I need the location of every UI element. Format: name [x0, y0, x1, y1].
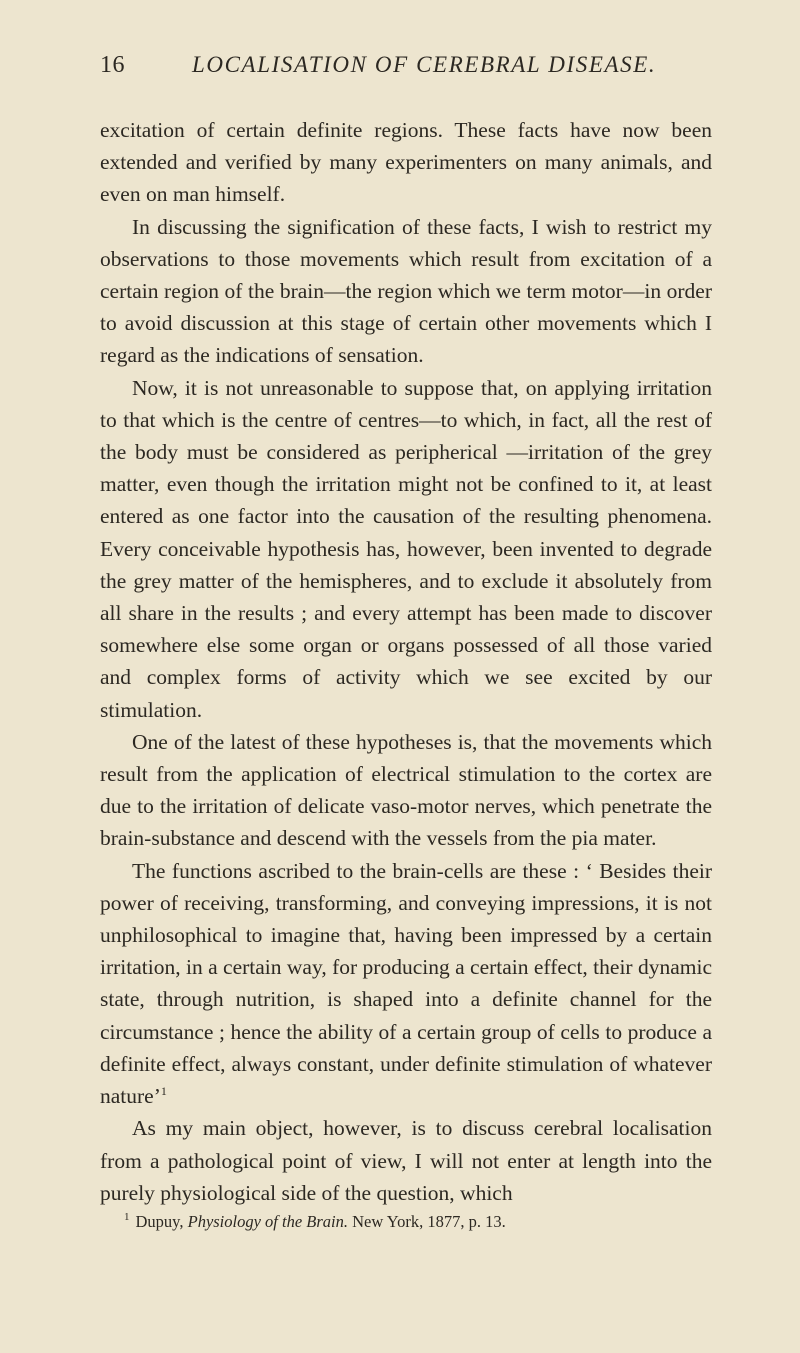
paragraph-1: excitation of certain definite regions. These facts have now been extended and verified by many experimenters on many animals, and even on man himself.: [100, 118, 712, 207]
footnote-publication: New York, 1877, p. 13.: [352, 1211, 506, 1231]
footnote-reference: 1: [160, 1083, 167, 1098]
paragraph-3: Now, it is not unreasonable to suppose that, on applying irritation to that which is the centre of centres—to which, in fact, all the rest of the body must be considered as peripherical —irritation of the grey matter, even though the irritation might not be confined to it, at least entered as one factor into the causation of the resulting phenomena. Every conceivable hypothesis has, however, been invented to degrade the grey matter of the hemispheres, and to exclude it absolutely from all share in the results ; and every attempt has been made to discover somewhere else some organ or organs possessed of all those varied and complex forms of activity which we see excited by our stimulation.: [100, 375, 712, 722]
paragraph-2: In discussing the signification of these facts, I wish to restrict my observations to those movements which result from excitation of a certain region of the brain—the region which we term motor—in order to avoid discussion at this stage of certain other movements which I regard as the indications of sensation.: [100, 214, 712, 368]
running-head: [100, 52, 720, 86]
footnote-mark: 1: [124, 1211, 130, 1224]
body-text: [100, 114, 712, 1233]
paragraph-5: [100, 855, 712, 1113]
page-number: 16: [100, 52, 125, 78]
footnote-author: Dupuy,: [135, 1211, 184, 1231]
paragraph-6: As my main object, however, is to discuss cerebral localisation from a pathological point of view, I will not enter at length into the purely physiological side of the question, which: [100, 1116, 712, 1205]
footnote-title: Physiology of the Brain.: [187, 1211, 349, 1231]
footnote: [100, 1211, 712, 1233]
paragraph-4: One of the latest of these hypotheses is, that the movements which result from the application of electrical stimulation to the cortex are due to the irritation of delicate vaso-motor nerves, which penetrate the brain-substance and descend with the vessels from the pia mater.: [100, 729, 712, 851]
running-title: LOCALISATION OF CEREBRAL DISEASE.: [192, 52, 657, 77]
quotation-text: The functions ascribed to the brain-cells are these : ‘ Besides their power of receiving, transforming, and conveying impressions, it is not unphilosophical to imagine that, having been impressed by a certain irritation, in a certain way, for producing a certain effect, their dynamic state, through nutrition, is shaped into a definite channel for the circumstance ; hence the ability of a certain group of cells to produce a definite effect, always constant, under definite stimulation of whatever nature’: [100, 858, 712, 1109]
